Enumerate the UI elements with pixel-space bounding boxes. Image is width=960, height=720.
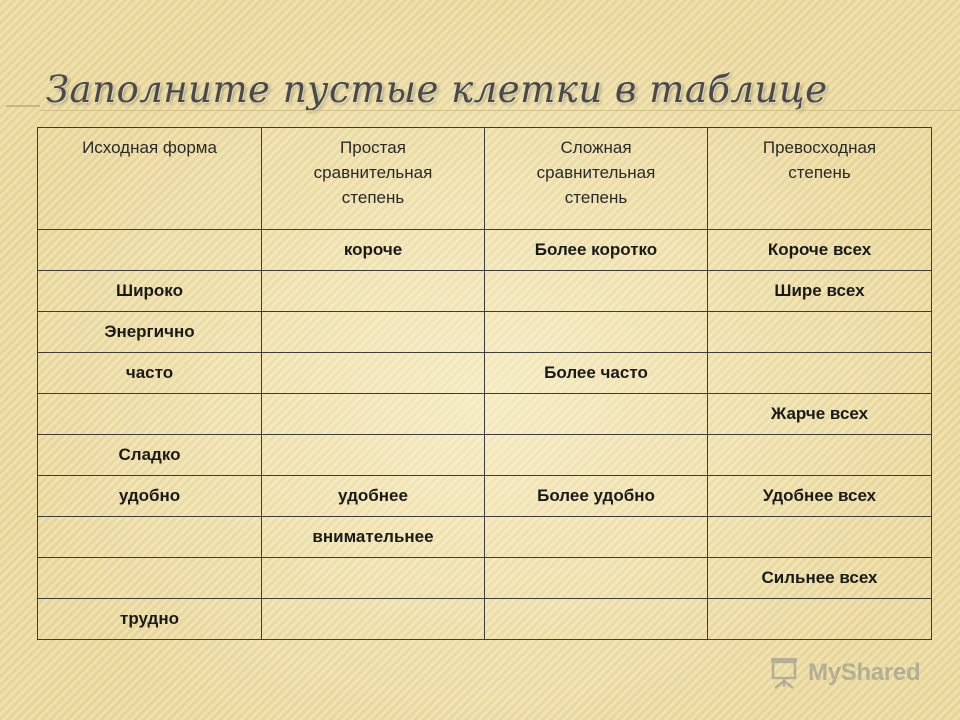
table-row [38, 230, 932, 271]
cell-simple-comparative [262, 435, 485, 476]
header-superlative [708, 128, 932, 230]
table-row [38, 353, 932, 394]
table-row [38, 435, 932, 476]
cell-compound-comparative [485, 435, 708, 476]
cell-superlative [708, 353, 932, 394]
cell-simple-comparative: внимательнее [262, 517, 485, 558]
cell-simple-comparative: удобнее [262, 476, 485, 517]
header-line: степень [564, 188, 628, 207]
cell-simple-comparative [262, 312, 485, 353]
table-body [38, 230, 932, 640]
cell-compound-comparative [485, 517, 708, 558]
header-line: степень [341, 188, 405, 207]
cell-original-form: удобно [38, 476, 262, 517]
cell-original-form [38, 558, 262, 599]
cell-simple-comparative [262, 271, 485, 312]
myshared-watermark [766, 655, 920, 691]
table-row [38, 312, 932, 353]
slide-title: Заполните пустые клетки в таблице [46, 68, 828, 111]
header-row [38, 128, 932, 230]
header-simple-comparative [262, 128, 485, 230]
header-compound-comparative [485, 128, 708, 230]
cell-compound-comparative [485, 394, 708, 435]
comparison-table [37, 127, 932, 640]
cell-superlative: Шире всех [708, 271, 932, 312]
watermark-text: MyShared [808, 659, 921, 686]
table-row [38, 517, 932, 558]
cell-superlative: Жарче всех [708, 394, 932, 435]
cell-compound-comparative: Более коротко [485, 230, 708, 271]
cell-simple-comparative [262, 599, 485, 640]
header-original-form [38, 128, 262, 230]
table-row [38, 271, 932, 312]
cell-superlative [708, 517, 932, 558]
cell-simple-comparative [262, 558, 485, 599]
table-row [38, 394, 932, 435]
cell-superlative: Удобнее всех [708, 476, 932, 517]
header-line: Простая [340, 138, 406, 157]
header-line: Превосходная [762, 138, 877, 157]
presentation-board-icon [766, 655, 802, 691]
header-line: степень [788, 163, 851, 182]
title-underline [40, 110, 960, 111]
cell-compound-comparative: Более часто [485, 353, 708, 394]
cell-compound-comparative: Более удобно [485, 476, 708, 517]
cell-compound-comparative [485, 271, 708, 312]
header-line: сравнительная [313, 163, 433, 182]
header-line: Сложная [560, 138, 632, 157]
cell-original-form [38, 230, 262, 271]
cell-simple-comparative [262, 353, 485, 394]
cell-original-form: Энергично [38, 312, 262, 353]
cell-original-form [38, 394, 262, 435]
table-row [38, 599, 932, 640]
cell-superlative [708, 435, 932, 476]
cell-superlative: Короче всех [708, 230, 932, 271]
cell-simple-comparative [262, 394, 485, 435]
cell-original-form: Сладко [38, 435, 262, 476]
table-row [38, 476, 932, 517]
table-header [38, 128, 932, 230]
title-underline-accent [6, 105, 40, 107]
cell-original-form: трудно [38, 599, 262, 640]
cell-compound-comparative [485, 599, 708, 640]
header-line: сравнительная [536, 163, 656, 182]
cell-superlative: Сильнее всех [708, 558, 932, 599]
cell-simple-comparative: короче [262, 230, 485, 271]
cell-original-form: часто [38, 353, 262, 394]
header-line: Исходная форма [82, 138, 217, 157]
cell-superlative [708, 312, 932, 353]
cell-compound-comparative [485, 312, 708, 353]
table-row [38, 558, 932, 599]
cell-original-form [38, 517, 262, 558]
cell-superlative [708, 599, 932, 640]
cell-original-form: Широко [38, 271, 262, 312]
cell-compound-comparative [485, 558, 708, 599]
